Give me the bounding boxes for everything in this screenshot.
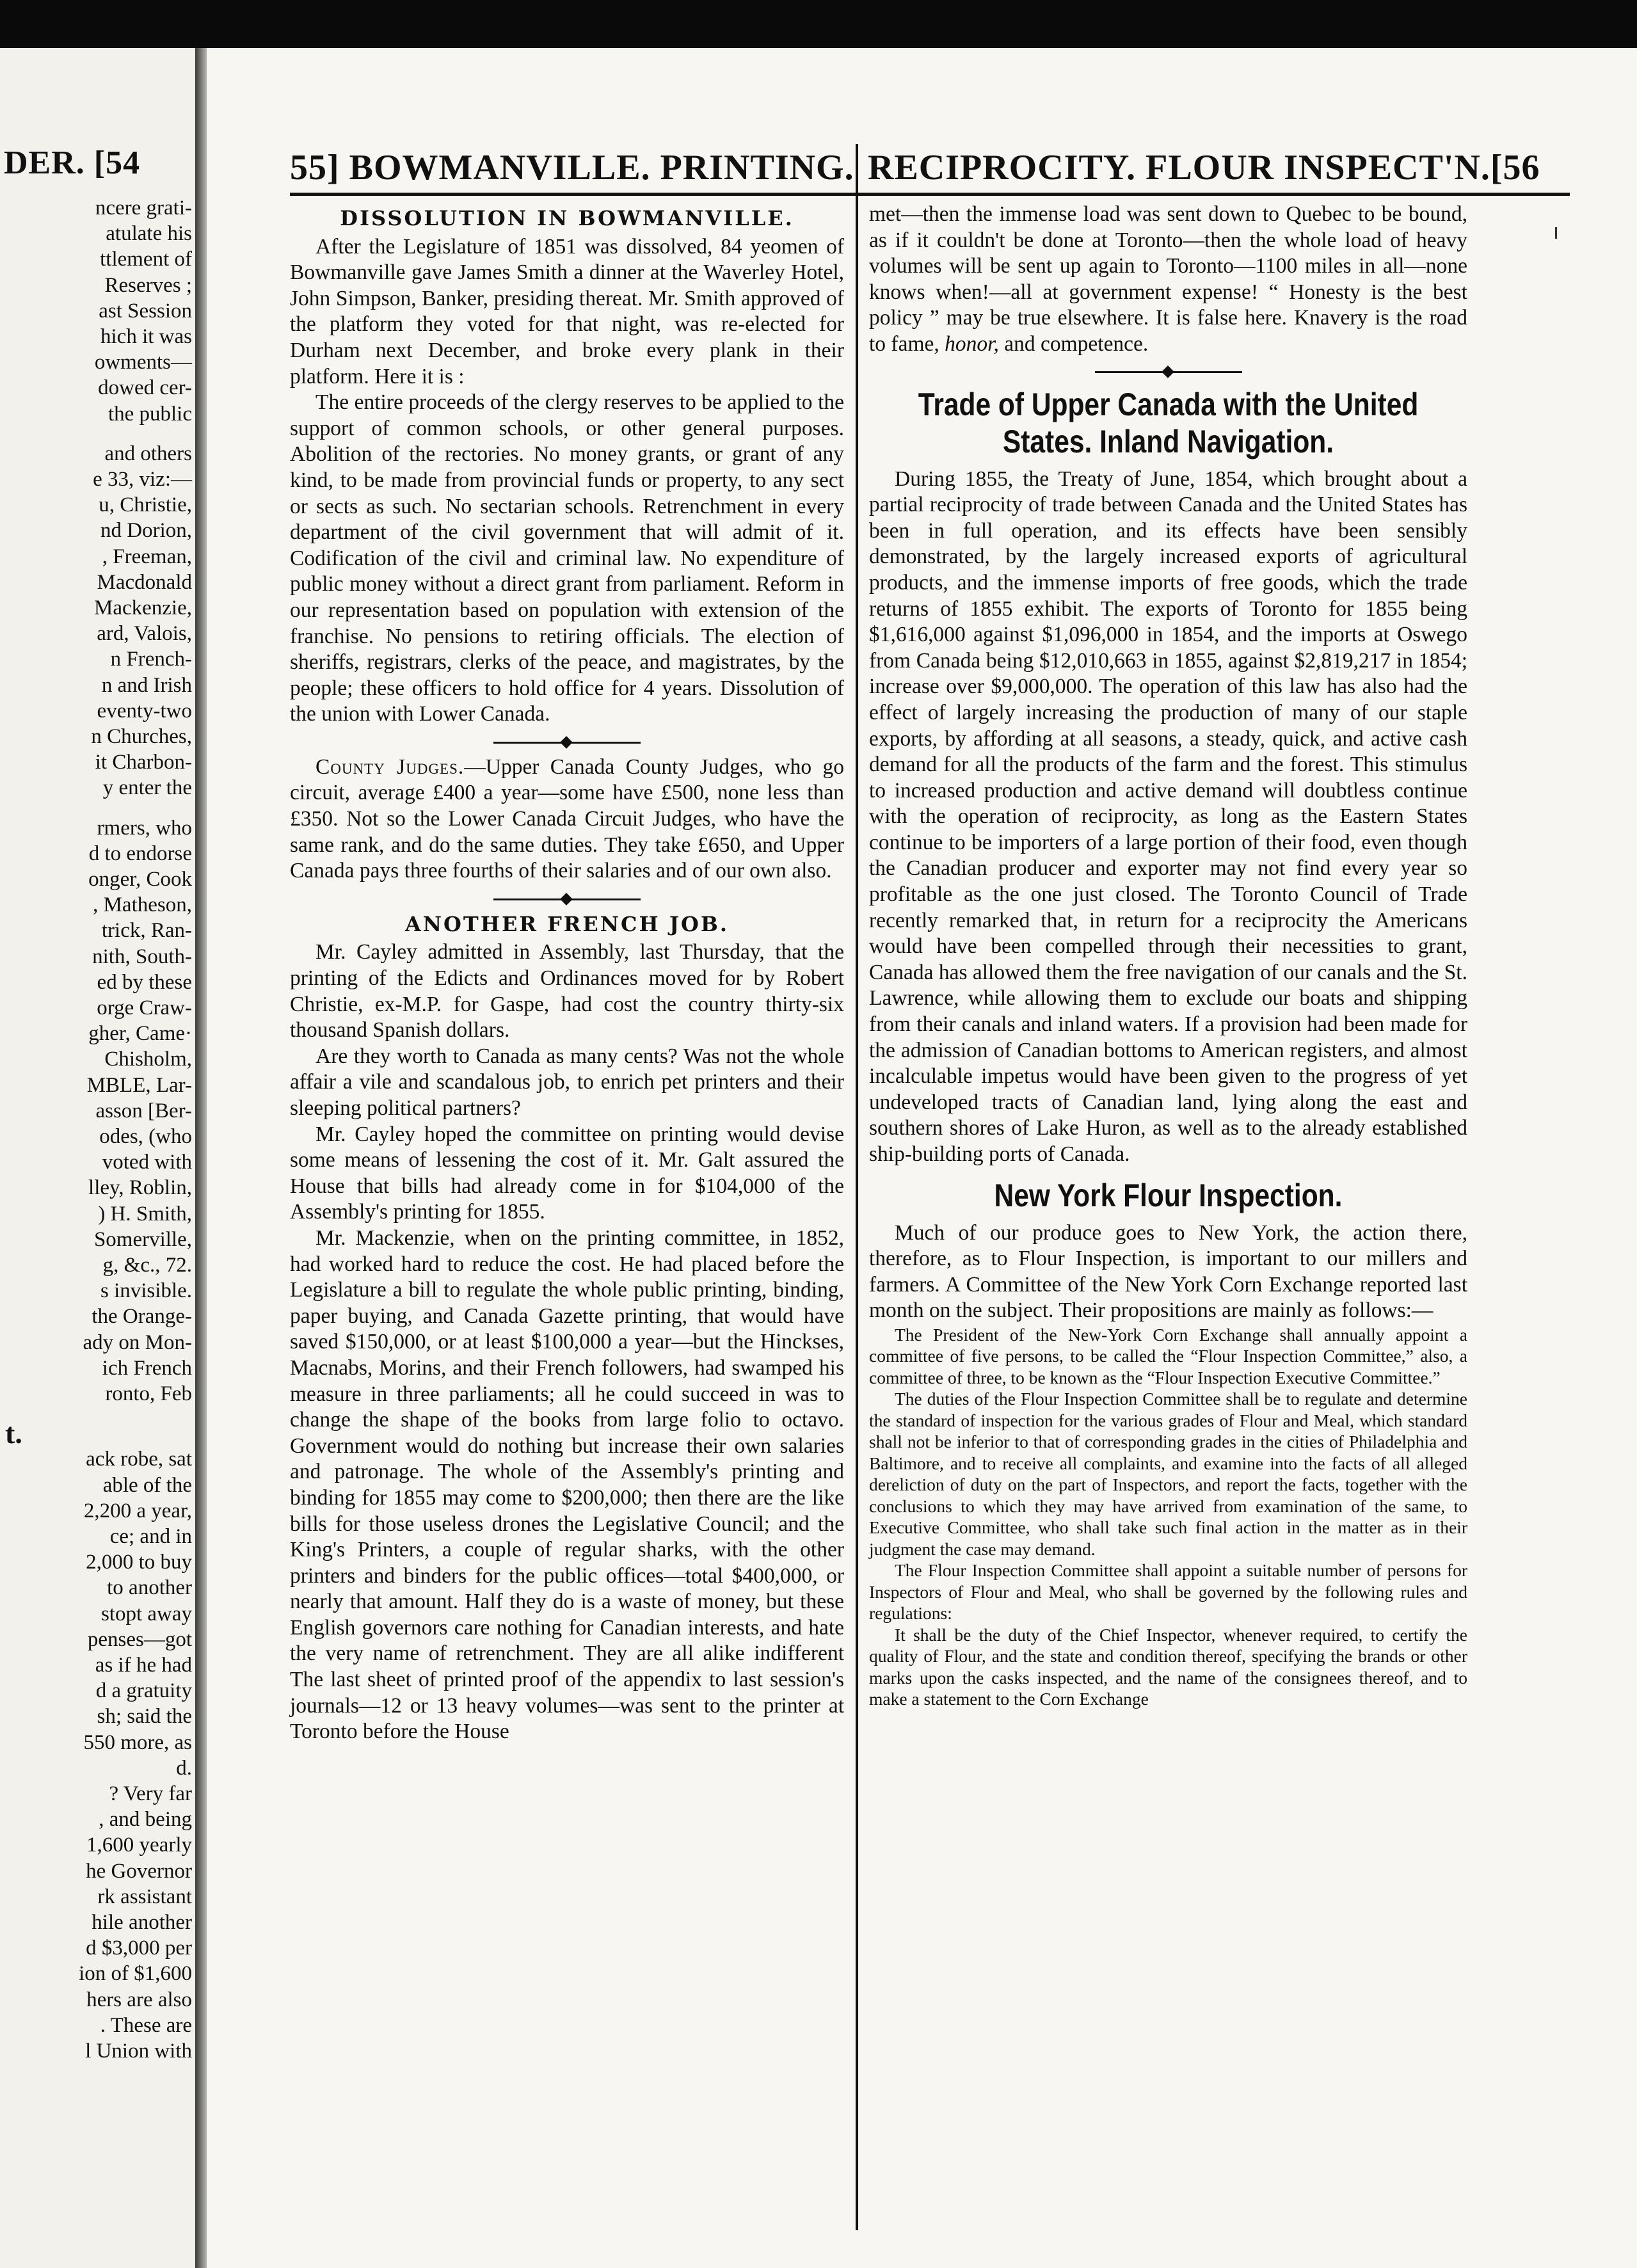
previous-page-line: asson [Ber-: [95, 1099, 192, 1122]
paragraph: Mr. Cayley admitted in Assembly, last Thursday, that the printing of the Edicts and Ordinances moved for by Robert Christie, ex-M.P. for Gaspe, had cost the country thirty-six thousand Spanish dollars.: [290, 940, 844, 1042]
column-divider: [856, 144, 858, 2230]
previous-page-line: as if he had: [95, 1654, 192, 1677]
previous-page-line: onger, Cook: [88, 868, 192, 891]
previous-page-line: ack robe, sat: [86, 1448, 192, 1471]
previous-page-line: y enter the: [102, 776, 192, 800]
previous-page-line: , Matheson,: [93, 893, 192, 917]
previous-page-line: g, &c., 72.: [102, 1254, 192, 1277]
continued-paragraph: [869, 202, 1467, 358]
paragraph: Mr. Mackenzie, when on the printing committee, in 1852, had worked hard to reduce the cost. He had placed before the Legislature a bill to regulate the whole public printing, binding, paper buying, and Canada Gazette printing, that would have saved $150,000, or at least $100,000 a year—but the Hinckses, Macnabs, Morins, and their French followers, had swamped his measure in three parliaments; all he could succeed in was to change the shape of the books from large folio to octavo. Government would do nothing but increase their own salaries and patronage. The whole of the Assembly's printing and binding for 1855 may come to $200,000; then there are the like bills for those useless drones the Legislative Council; and the King's Printers, a couple of regular sharks, with the other printers and binders for the public offices—total $400,000, or nearly that amount. Half they do is a waste of money, but these English governors care nothing for Canadian interests, and hate the very name of retrenchment. They are all alike indifferent The last sheet of printed proof of the appendix to last session's journals—12 or 13 heavy volumes—was sent to the printer at Toronto before the House: [290, 1226, 844, 1744]
page-header-right: RECIPROCITY. FLOUR INSPECT'N.[56: [868, 148, 1540, 188]
regulation-paragraph: The Flour Inspection Committee shall appoint a suitable number of persons for Inspectors of Flour and Meal, who shall be governed by the following rules and regulations:: [869, 1560, 1467, 1624]
right-column: [869, 202, 1467, 1710]
previous-page-line: sh; said the: [97, 1705, 192, 1729]
previous-page-line: eventy-two: [97, 699, 192, 723]
previous-page-line: dowed cer-: [98, 376, 192, 400]
previous-page-line: ttlement of: [100, 248, 192, 271]
previous-page-line: n Churches,: [91, 725, 192, 748]
previous-page-line: rk assistant: [97, 1885, 192, 1908]
previous-page-line: s invisible.: [100, 1279, 192, 1303]
header-rule: [290, 193, 1570, 196]
previous-page-strip: [0, 48, 195, 2268]
page: [207, 48, 1637, 2268]
previous-page-line: ? Very far: [109, 1782, 192, 1805]
section-divider: [869, 362, 1467, 381]
previous-page-line: d to endorse: [88, 842, 192, 865]
previous-page-line: d.: [176, 1756, 192, 1780]
previous-page-line: Somerville,: [93, 1227, 192, 1251]
previous-page-line: nd Dorion,: [100, 519, 192, 543]
previous-page-line: 2,200 a year,: [83, 1499, 192, 1522]
previous-page-line: Macdonald: [97, 570, 192, 594]
platform-paragraph: The entire proceeds of the clergy reserves to be applied to the support of common schools, or other general purposes. Abolition of the rectories. No money grants, or grant of any kind, to be made from provincial funds or property, to any sect or sects as such. No sectarian schools. Retrenchment in every department of the civil government that will admit of it. Codification of the civil and criminal law. No expenditure of public money without a direct grant from parliament. Reform in our representation based on population with extension of the franchise. No pensions to retiring officials. The election of sheriffs, registrars, clerks of the peace, and magistrates, by the people; these officers to hold office for 4 years. Dissolution of the union with Lower Canada.: [290, 390, 844, 726]
previous-page-header: DER. [54: [4, 145, 141, 181]
previous-page-line: ncere grati-: [95, 196, 192, 220]
previous-page-line: , Freeman,: [102, 545, 192, 568]
previous-page-line: 1,600 yearly: [86, 1833, 192, 1857]
book-gutter: [195, 48, 207, 2268]
paragraph: Much of our produce goes to New York, the action there, therefore, as to Flour Inspection, is important to our millers and farmers. A Committee of the New York Corn Exchange reported last month on the subject. Their propositions are mainly as follows:—: [869, 1220, 1467, 1323]
regulation-paragraph: The President of the New-York Corn Exchange shall annually appoint a committee of five persons, to be called the “Flour Inspection Committee,” also, a committee of three, to be known as the “Flour Inspection Executive Committee.”: [869, 1324, 1467, 1387]
continued-text-end: and competence.: [1004, 331, 1149, 356]
previous-page-line: ast Session: [99, 299, 192, 323]
previous-page-line: 2,000 to buy: [86, 1551, 192, 1574]
previous-page-line: ce; and in: [109, 1525, 192, 1548]
previous-page-line: e 33, viz:—: [93, 468, 192, 491]
previous-page-line: atulate his: [106, 222, 192, 246]
previous-page-line: ion of $1,600: [79, 1962, 192, 1986]
margin-mark: [1555, 227, 1557, 239]
previous-page-line: orge Craw-: [97, 996, 192, 1019]
heading-flour-inspection: New York Flour Inspection.: [994, 1177, 1343, 1213]
previous-page-line: Mackenzie,: [94, 596, 192, 619]
previous-page-line: Chisholm,: [104, 1048, 192, 1071]
previous-page-line: u, Christie,: [99, 493, 192, 517]
previous-page-line: t.: [5, 1421, 22, 1447]
previous-page-line: ed by these: [97, 970, 192, 994]
heading-dissolution: DISSOLUTION IN BOWMANVILLE.: [340, 206, 794, 230]
county-judges-text: —Upper Canada County Judges, who go circuit, average £400 a year—some have £500, none less than £350. Not so the Lower Canada Circuit Judges, who have the same rank, and do the same duties. They take £650, and Upper Canada pays three fourths of their salaries and of our own also.: [290, 755, 844, 883]
previous-page-line: he Governor: [86, 1859, 192, 1883]
previous-page-line: . These are: [100, 2013, 192, 2037]
previous-page-line: stopt away: [100, 1602, 192, 1625]
paragraph: Mr. Cayley hoped the committee on printing would devise some means of lessening the cost of it. Mr. Galt assured the House that bills had already come in for $104,000 of the Assembly's printing for 1855.: [290, 1122, 844, 1224]
previous-page-line: MBLE, Lar-: [86, 1073, 192, 1097]
previous-page-line: , and being: [99, 1808, 192, 1832]
paragraph: Are they worth to Canada as many cents? Was not the whole affair a vile and scandalous job, to enrich pet printers and their sleeping political partners?: [290, 1044, 844, 1120]
previous-page-line: rmers, who: [97, 816, 192, 840]
previous-page-line: odes, (who: [99, 1125, 192, 1148]
previous-page-line: d a gratuity: [95, 1679, 192, 1703]
previous-page-line: able of the: [102, 1473, 192, 1497]
previous-page-line: ady on Mon-: [83, 1330, 192, 1354]
previous-page-line: hile another: [92, 1911, 192, 1934]
previous-page-line: ) H. Smith,: [98, 1202, 192, 1226]
previous-page-line: ronto, Feb: [105, 1382, 192, 1405]
previous-page-line: and others: [104, 442, 192, 465]
page-header-left: 55] BOWMANVILLE. PRINTING.: [290, 148, 854, 188]
county-judges-label: County Judges.: [315, 755, 465, 779]
previous-page-line: penses—got: [87, 1627, 192, 1651]
previous-page-line: lley, Roblin,: [88, 1176, 192, 1200]
heading-trade: Trade of Upper Canada with the United States. Inland Navigation.: [918, 386, 1419, 459]
previous-page-line: the public: [108, 402, 192, 426]
previous-page-line: nith, South-: [92, 945, 192, 968]
previous-page-line: n and Irish: [101, 673, 192, 697]
previous-page-line: ard, Valois,: [97, 622, 192, 646]
previous-page-line: gher, Came·: [88, 1022, 192, 1046]
previous-page-line: d $3,000 per: [86, 1937, 192, 1960]
previous-page-line: hers are also: [86, 1988, 192, 2011]
county-judges-paragraph: [290, 755, 844, 884]
emphasis-honor: honor,: [945, 331, 999, 356]
left-column: [290, 202, 844, 1745]
previous-page-line: to another: [107, 1576, 192, 1600]
previous-page-line: Reserves ;: [104, 273, 192, 297]
paragraph: After the Legislature of 1851 was dissolved, 84 yeomen of Bowmanville gave James Smith a dinner at the Waverley Hotel, John Simpson, Banker, presiding thereat. Mr. Smith approved of the platform they voted for that night, was re-elected for Durham next December, and broke every plank in their platform. Here it is :: [290, 234, 844, 388]
previous-page-line: voted with: [102, 1151, 192, 1174]
section-divider: [290, 731, 844, 751]
section-divider: [290, 888, 844, 907]
regulation-paragraph: The duties of the Flour Inspection Committee shall be to regulate and determine the standard of inspection for the various grades of Flour and Meal, which standard shall not be inferior to that of corresponding grades in the cities of Philadelphia and Baltimore, and to receive all complaints, and examine into the facts of all alleged dereliction of duty on the part of Inspectors, and report the facts, together with the conclusions to which they may have arrived from examination of the same, to Executive Committee, who shall take such final action in the matter as in their judgment the case may demand.: [869, 1389, 1467, 1559]
previous-page-line: it Charbon-: [95, 751, 192, 774]
previous-page-line: n French-: [110, 648, 192, 671]
previous-page-line: l Union with: [85, 2040, 192, 2063]
previous-page-line: ich French: [102, 1356, 192, 1380]
previous-page-line: 550 more, as: [83, 1730, 192, 1754]
heading-french-job: ANOTHER FRENCH JOB.: [404, 911, 730, 936]
previous-page-line: hich it was: [100, 325, 192, 348]
previous-page-line: trick, Ran-: [101, 919, 192, 943]
paragraph: During 1855, the Treaty of June, 1854, which brought about a partial reciprocity of trade between Canada and the United States has been in full operation, and its effects have been sensibly demonstrated, by the largely increased exports of agricultural products, and the immense imports of free goods, which the trade returns of 1855 exhibit. The exports of Toronto for 1855 being $1,616,000 against $1,096,000 in 1854, and the imports at Oswego from Canada being $12,010,663 in 1855, against $2,819,217 in 1854; increase over $9,000,000. The operation of this law has also had the effect of largely increasing the production of many of our staple exports, by affording at all seasons, a steady, quick, and active cash demand for all the products of the farm and the forest. This stimulus to increased production and active demand will doubtless continue with the operation of reciprocity, as long as the Eastern States continue to be importers of a large portion of their food, even though the Canadian producer and exporter may not find every year so profitable as the one just closed. The Toronto Council of Trade recently remarked that, in return for a reciprocity the Americans would have been compelled through their necessities to grant, Canada has allowed them the free navigation of our canals and the St. Lawrence, while allowing them to exclude our boats and shipping from their canals and inland waters. If a provision had been made for the admission of Canadian bottoms to American registers, and almost incalculable impetus would have been given to the progress of yet undeveloped tracts of Canadian land, lying along the east and southern shores of Lake Huron, as well as to the already established ship-building ports of Canada.: [869, 467, 1467, 1166]
previous-page-line: the Orange-: [92, 1305, 192, 1329]
regulation-paragraph: It shall be the duty of the Chief Inspector, whenever required, to certify the quality of Flour, and the state and condition thereof, specifying the brands or other marks upon the casks inspected, and the name of the consignees thereof, and to make a statement to the Corn Exchange: [869, 1624, 1467, 1709]
continued-text: met—then the immense load was sent down to Quebec to be bound, as if it couldn't be done at Toronto—then the whole load of heavy volumes will be sent up again to Toronto—1100 miles in all—none knows when!—all at government expense! “ Honesty is the best policy ” may be true elsewhere. It is false here. Knavery is the road to fame,: [869, 202, 1467, 356]
previous-page-line: owments—: [94, 351, 192, 374]
